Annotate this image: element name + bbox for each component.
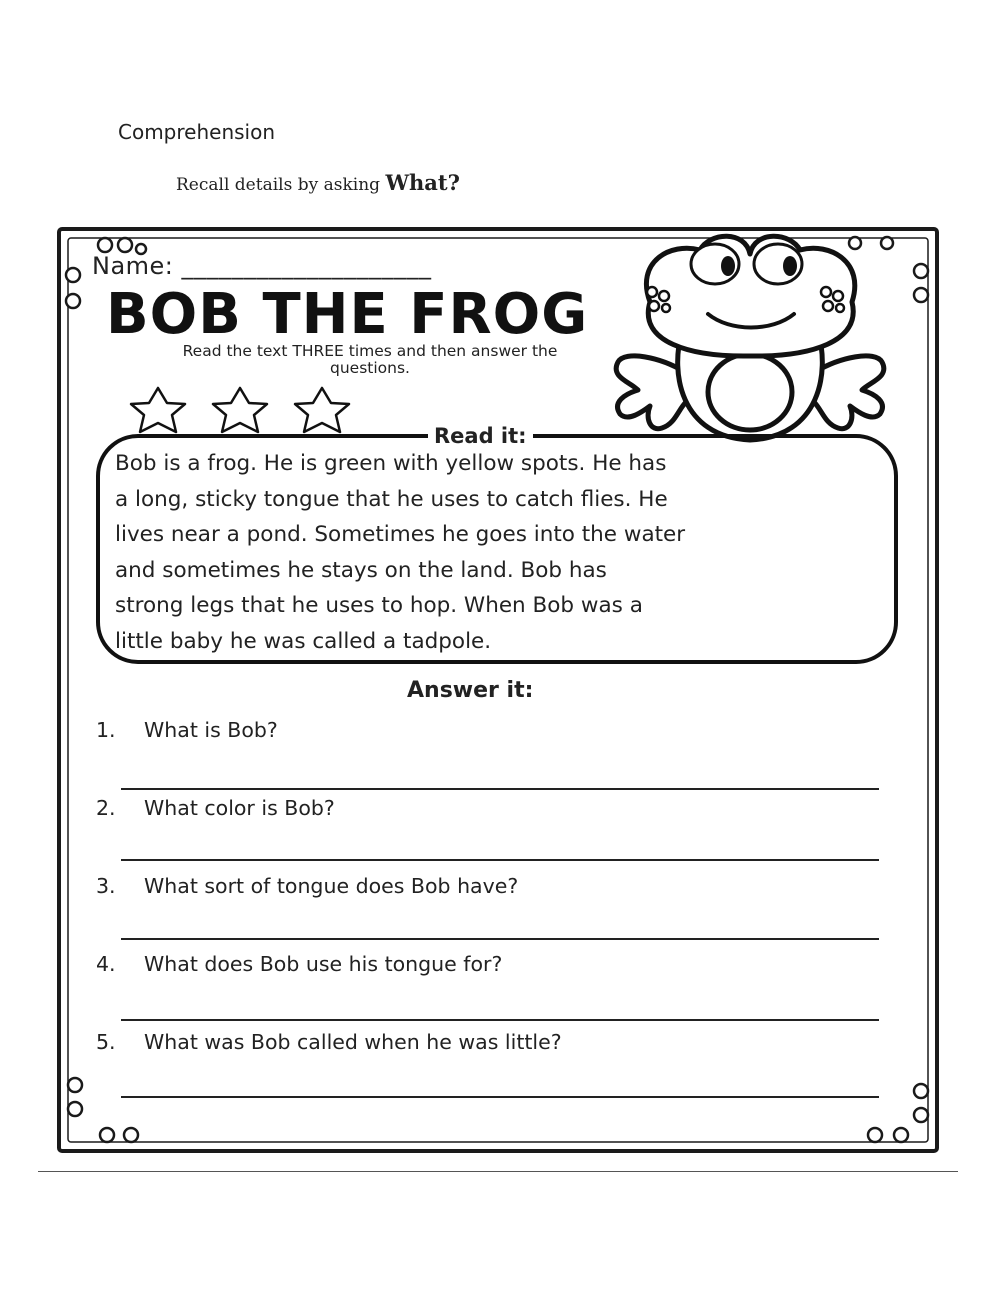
answer-line-2[interactable] bbox=[121, 859, 879, 861]
question-text: What is Bob? bbox=[144, 718, 278, 742]
question-3 bbox=[96, 874, 518, 898]
question-number: 4. bbox=[96, 952, 116, 976]
answer-it-heading: Answer it: bbox=[407, 678, 534, 703]
passage-line: strong legs that he uses to hop. When Bob was a bbox=[115, 593, 643, 619]
page-subheading bbox=[176, 170, 460, 195]
page-heading: Comprehension bbox=[118, 120, 276, 144]
passage-line: Bob is a frog. He is green with yellow spots. He has bbox=[115, 451, 667, 476]
answer-line-1[interactable] bbox=[121, 788, 879, 790]
worksheet-title: BOB THE FROG bbox=[106, 282, 589, 347]
question-number: 5. bbox=[96, 1030, 116, 1054]
three-stars-icon bbox=[118, 384, 368, 436]
question-5 bbox=[96, 1030, 562, 1054]
answer-line-3[interactable] bbox=[121, 938, 879, 940]
name-field-label: Name: ____________________ bbox=[92, 252, 432, 280]
subheading-text: Recall details by asking bbox=[176, 175, 386, 195]
frog-illustration bbox=[590, 222, 910, 452]
passage-line: little baby he was called a tadpole. bbox=[115, 628, 492, 654]
question-2 bbox=[96, 796, 335, 820]
question-1 bbox=[96, 718, 278, 742]
passage-line: lives near a pond. Sometimes he goes into the water bbox=[115, 522, 686, 548]
read-it-heading: Read it: bbox=[428, 424, 533, 448]
instructions-text: Read the text THREE times and then answer the questions. bbox=[182, 342, 558, 377]
question-text: What sort of tongue does Bob have? bbox=[144, 874, 519, 898]
answer-line-5[interactable] bbox=[121, 1096, 879, 1098]
question-number: 2. bbox=[96, 796, 116, 820]
question-text: What was Bob called when he was little? bbox=[144, 1030, 562, 1054]
question-4 bbox=[96, 952, 502, 976]
question-number: 3. bbox=[96, 874, 116, 898]
passage-line: a long, sticky tongue that he uses to catch flies. He bbox=[115, 486, 668, 512]
question-text: What does Bob use his tongue for? bbox=[144, 952, 503, 976]
subheading-emphasis: What? bbox=[385, 170, 460, 195]
question-text: What color is Bob? bbox=[144, 796, 335, 820]
answer-line-4[interactable] bbox=[121, 1019, 879, 1021]
page-divider bbox=[38, 1171, 958, 1172]
question-number: 1. bbox=[96, 718, 116, 742]
reading-passage bbox=[115, 446, 905, 660]
passage-line: and sometimes he stays on the land. Bob has bbox=[115, 557, 607, 583]
